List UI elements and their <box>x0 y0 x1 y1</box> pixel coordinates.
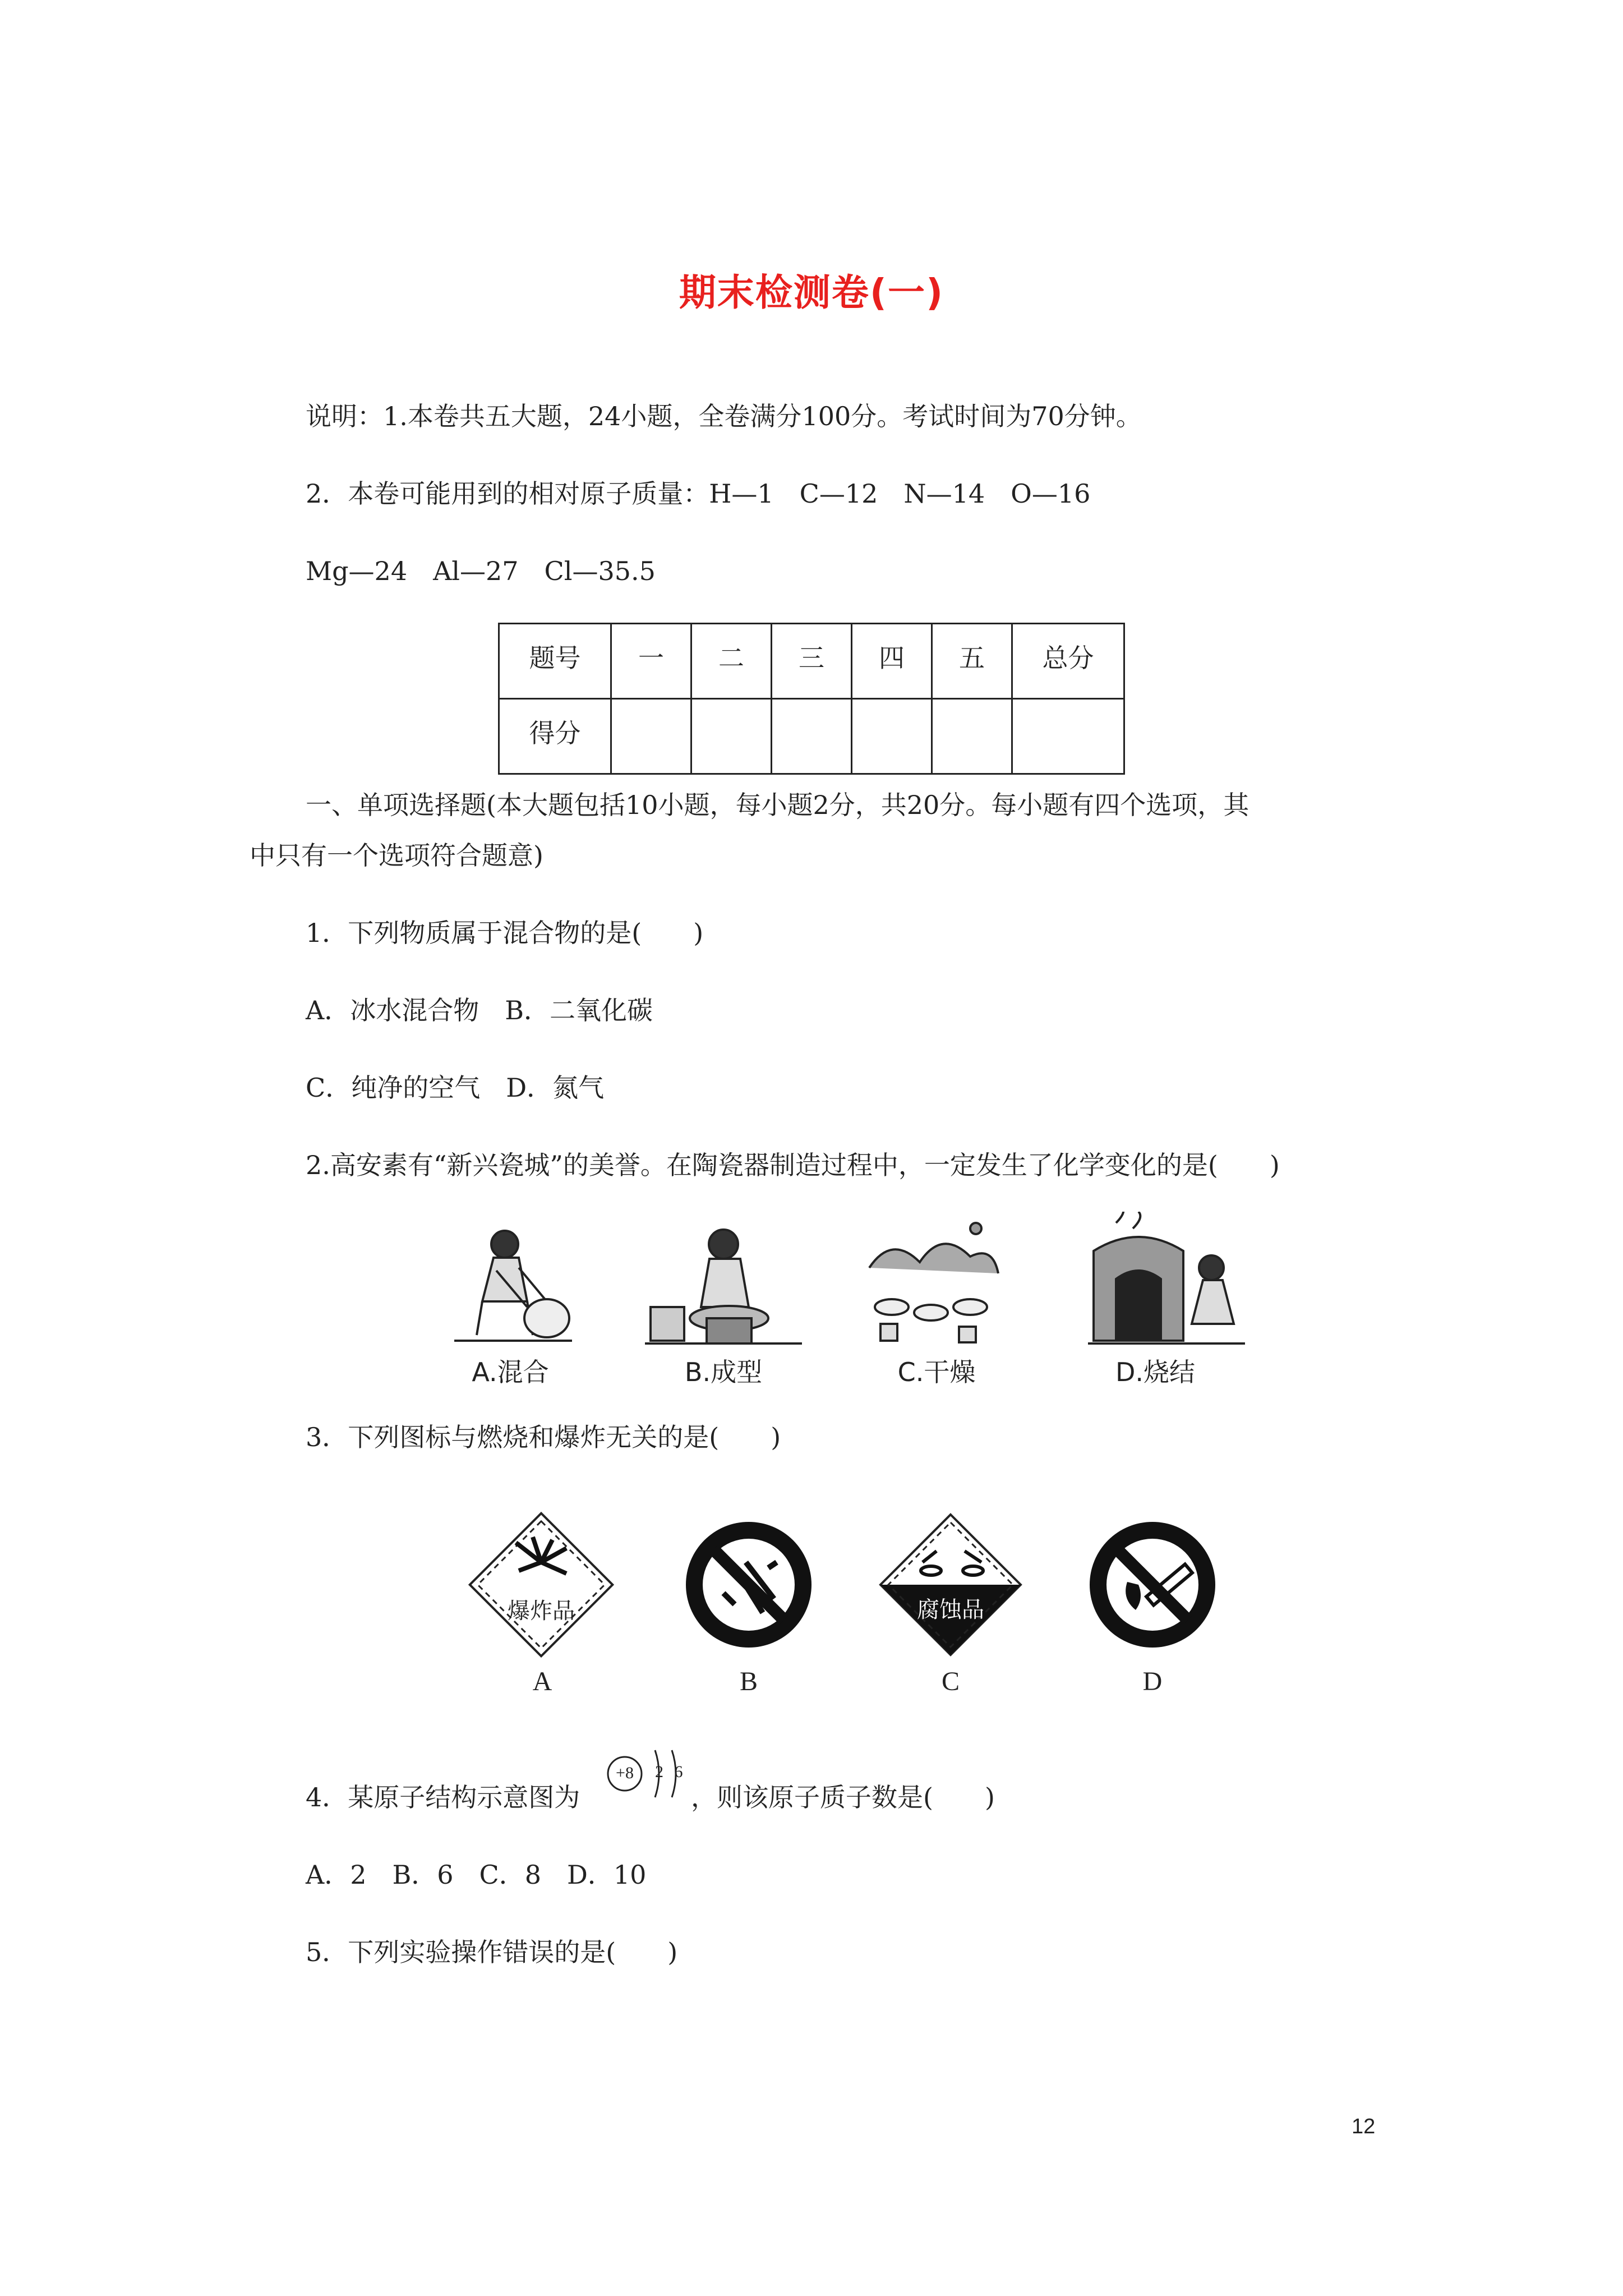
score-cell[interactable] <box>1012 699 1124 774</box>
q3-letter-c: C <box>941 1667 960 1696</box>
no-smoking-sign <box>1082 1515 1223 1655</box>
page-title: 期末检测卷(一) <box>679 271 944 314</box>
shaping-illustration <box>639 1223 808 1352</box>
score-cell[interactable] <box>932 699 1012 774</box>
page-number: 12 <box>1352 2115 1376 2138</box>
q1-options-2: C．纯净的空气 D．氮气 <box>306 1073 605 1103</box>
score-cell[interactable] <box>772 699 852 774</box>
q1-stem: 1．下列物质属于混合物的是( ) <box>306 918 704 948</box>
score-table-header-row <box>499 624 1124 699</box>
sintering-illustration <box>1082 1212 1251 1352</box>
section1-heading-line-1: 一、单项选择题(本大题包括10小题，每小题2分，共20分。每小题有四个选项，其 <box>306 790 1249 820</box>
q4-stem-after: ，则该原子质子数是( ) <box>691 1782 995 1812</box>
q2-caption-c: C.干燥 <box>897 1357 976 1387</box>
q5-stem: 5．下列实验操作错误的是( ) <box>306 1937 678 1967</box>
intro-line-2: 2．本卷可能用到的相对原子质量：H—1 C—12 N—14 O—16 <box>306 478 1091 509</box>
score-table-header-cell: 总分 <box>1012 624 1124 699</box>
atomic-structure-diagram <box>605 1745 689 1818</box>
score-table <box>498 623 1125 775</box>
corrosive-sign <box>875 1509 1026 1660</box>
q2-caption-d: D.烧结 <box>1115 1357 1196 1387</box>
q3-letter-d: D <box>1142 1667 1163 1696</box>
mixing-illustration <box>443 1223 578 1352</box>
q3-letter-b: B <box>739 1667 758 1696</box>
q3-letter-a: A <box>532 1667 552 1696</box>
explosive-sign <box>465 1509 617 1660</box>
intro-line-3: Mg—24 Al—27 Cl—35.5 <box>306 556 656 586</box>
q4-options: A．2 B．6 C．8 D．10 <box>306 1860 647 1890</box>
corrosive-sign-text: 腐蚀品 <box>917 1597 984 1623</box>
explosive-sign-text: 爆炸品 <box>508 1598 575 1624</box>
q1-options-1: A．冰水混合物 B．二氧化碳 <box>306 995 653 1025</box>
score-table-header-cell: 五 <box>932 624 1012 699</box>
score-table-score-row <box>499 699 1124 774</box>
q4-stem-before: 4．某原子结构示意图为 <box>306 1782 580 1812</box>
section1-heading-line-2: 中只有一个选项符合题意) <box>250 840 543 871</box>
q2-caption-b: B.成型 <box>684 1357 763 1387</box>
score-table-header-cell: 一 <box>611 624 691 699</box>
score-table-header-cell: 二 <box>691 624 772 699</box>
no-fireworks-sign <box>679 1515 819 1655</box>
score-cell[interactable] <box>691 699 772 774</box>
score-table-header-cell: 四 <box>852 624 932 699</box>
score-cell[interactable] <box>852 699 932 774</box>
nucleus-charge: +8 <box>616 1764 634 1782</box>
intro-line-1: 说明：1.本卷共五大题，24小题，全卷满分100分。考试时间为70分钟。 <box>306 401 1142 431</box>
q3-stem: 3．下列图标与燃烧和爆炸无关的是( ) <box>306 1422 781 1452</box>
electron-shells: 2 6 <box>655 1763 686 1781</box>
drying-illustration <box>858 1212 1009 1352</box>
q2-stem: 2.高安素有“新兴瓷城”的美誉。在陶瓷器制造过程中，一定发生了化学变化的是( ) <box>306 1150 1280 1180</box>
score-cell[interactable] <box>611 699 691 774</box>
q2-caption-a: A.混合 <box>472 1357 549 1387</box>
score-table-row-label: 得分 <box>499 699 611 774</box>
score-table-header-cell: 三 <box>772 624 852 699</box>
score-table-header-cell: 题号 <box>499 624 611 699</box>
